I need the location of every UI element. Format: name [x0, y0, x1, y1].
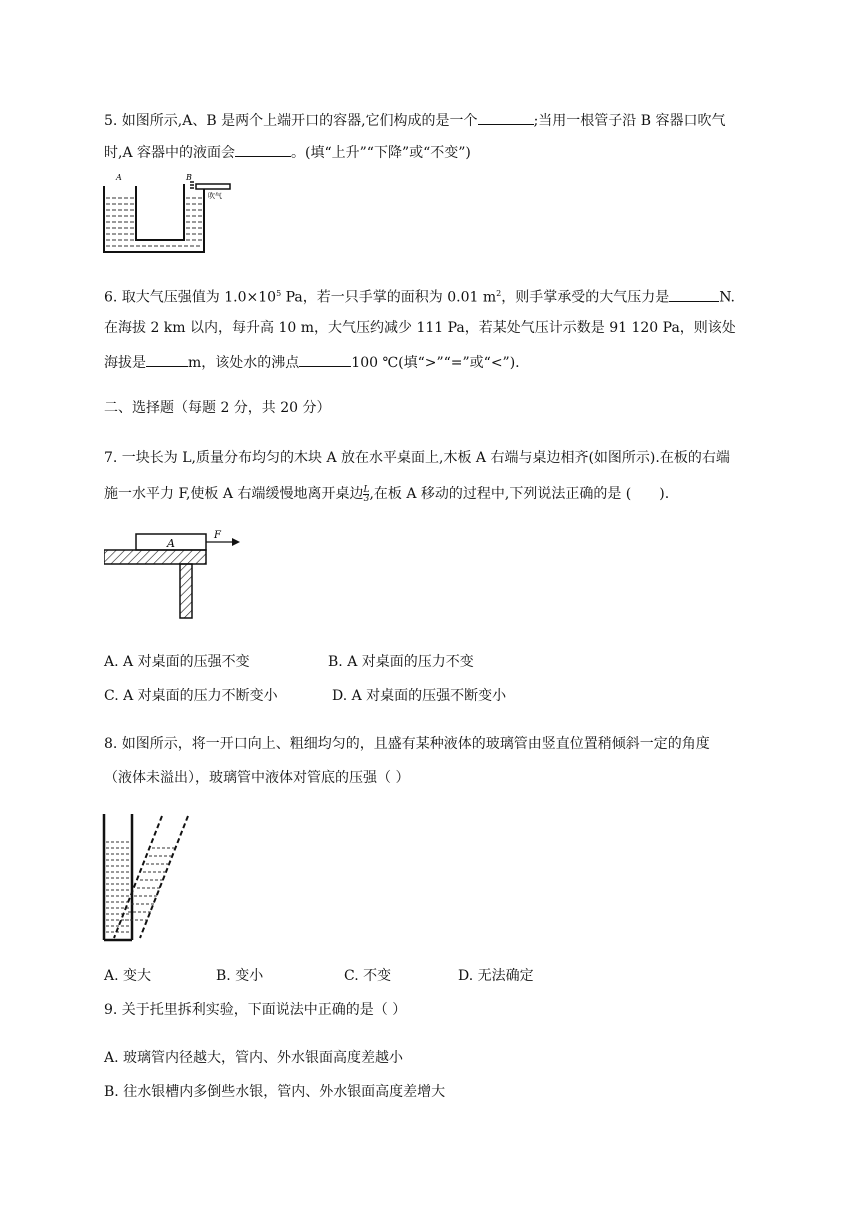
q9-option-a-line — [104, 1048, 403, 1068]
q7-option-c[interactable]: C. A 对桌面的压力不断变小 — [104, 688, 278, 704]
q6-text: 6. 取大气压强值为 1.0×10 — [104, 289, 277, 306]
q7-text: 7. 一块长为 L,质量分布均匀的木块 A 放在水平桌面上,木板 A 右端与桌边相齐(如图所示).在板的右端 — [104, 450, 730, 466]
q5-line1 — [104, 110, 725, 131]
label-a: A — [116, 173, 122, 182]
q5-text: 5. 如图所示,A、B 是两个上端开口的容器,它们构成的是一个 — [104, 113, 478, 129]
table-top — [104, 550, 206, 564]
vertical-tube — [104, 814, 132, 940]
q8-options — [104, 966, 534, 986]
q8-option-a[interactable]: A. 变大 — [104, 968, 152, 984]
label-b: B — [186, 173, 192, 182]
q6-text: m，该处水的沸点 — [188, 355, 300, 371]
q6-exponent: 5 — [276, 289, 282, 298]
q9-text: 9. 关于托里拆利实验，下面说法中正确的是（ ） — [104, 1002, 407, 1018]
q7-text: 施一水平力 F,使板 A 右端缓慢地离开桌边 — [104, 486, 364, 502]
q8-option-d[interactable]: D. 无法确定 — [458, 968, 534, 984]
q8-option-b[interactable]: B. 变小 — [216, 968, 264, 984]
q5-line2 — [104, 142, 471, 163]
q9-line1 — [104, 1000, 406, 1020]
q6-blank-2[interactable] — [146, 352, 188, 367]
liquid-lines — [106, 198, 202, 246]
q7-option-b[interactable]: B. A 对桌面的压力不变 — [328, 654, 474, 670]
q7-line2 — [104, 484, 669, 504]
q7-line1 — [104, 448, 730, 468]
q9-option-b[interactable]: B. 往水银槽内多倒些水银，管内、外水银面高度差增大 — [104, 1084, 446, 1100]
q6-text: 100 ℃(填“>”“=”或“<”). — [351, 355, 520, 371]
q8-text: 8. 如图所示，将一开口向上、粗细均匀的，且盛有某种液体的玻璃管由竖直位置稍倾斜一定的角度 — [104, 736, 710, 752]
q5-blank-2[interactable] — [235, 142, 291, 157]
blow-tube — [190, 182, 230, 189]
q6-line1 — [104, 284, 735, 308]
section-title-text: 二、选择题（每题 2 分，共 20 分） — [104, 400, 331, 416]
vessel-walls — [104, 184, 204, 252]
label-a: A — [167, 537, 175, 550]
q9-option-b-line — [104, 1082, 445, 1102]
section-title — [104, 398, 331, 418]
q6-blank-3[interactable] — [299, 352, 351, 367]
q7-option-a[interactable]: A. A 对桌面的压强不变 — [104, 654, 250, 670]
q8-option-c[interactable]: C. 不变 — [344, 968, 392, 984]
q7-options-row1 — [104, 652, 474, 672]
label-f: F — [214, 530, 221, 541]
q6-line3 — [104, 352, 520, 373]
q8-line1 — [104, 734, 710, 754]
force-arrowhead — [232, 538, 240, 546]
q6-exponent: 2 — [496, 289, 502, 298]
q5-blank-1[interactable] — [478, 110, 534, 125]
q5-text: 。(填“上升”“下降”或“不变”) — [291, 145, 471, 161]
q6-line2 — [104, 318, 736, 338]
q7-answer-space[interactable] — [631, 484, 659, 498]
label-blow: 吹气 — [208, 192, 222, 200]
q7-option-d[interactable]: D. A 对桌面的压强不断变小 — [332, 688, 507, 704]
q7-text: ,在板 A 移动的过程中,下列说法正确的是 ( — [369, 486, 632, 502]
table-leg — [180, 564, 192, 618]
q7-text: ). — [659, 486, 670, 502]
q6-blank-1[interactable] — [669, 287, 719, 302]
q8-line2 — [104, 768, 409, 788]
q6-text: 海拔是 — [104, 355, 146, 371]
block-on-table-figure — [104, 528, 244, 620]
q6-text: 在海拔 2 km 以内，每升高 10 m，大气压约减少 111 Pa，若某处气压计示数是 91 120 Pa，则该处 — [104, 320, 736, 336]
fraction-numerator: L — [363, 484, 370, 495]
q7-options-row2 — [104, 686, 506, 706]
q5-text: ;当用一根管子沿 B 容器口吹气 — [533, 113, 726, 129]
q9-option-a[interactable]: A. 玻璃管内径越大，管内、外水银面高度差越小 — [104, 1050, 404, 1066]
q6-text: N. — [719, 289, 736, 306]
q5-text: 时,A 容器中的液面会 — [104, 145, 236, 161]
q6-text: Pa，若一只手掌的面积为 0.01 m — [281, 289, 497, 306]
fraction-denominator: 3 — [363, 493, 370, 504]
tilted-tube-figure — [100, 812, 210, 942]
q6-text: ，则手掌承受的大气压力是 — [501, 289, 670, 306]
connected-vessels-figure — [100, 170, 240, 256]
q8-text: （液体未溢出），玻璃管中液体对管底的压强（ ） — [104, 770, 410, 786]
